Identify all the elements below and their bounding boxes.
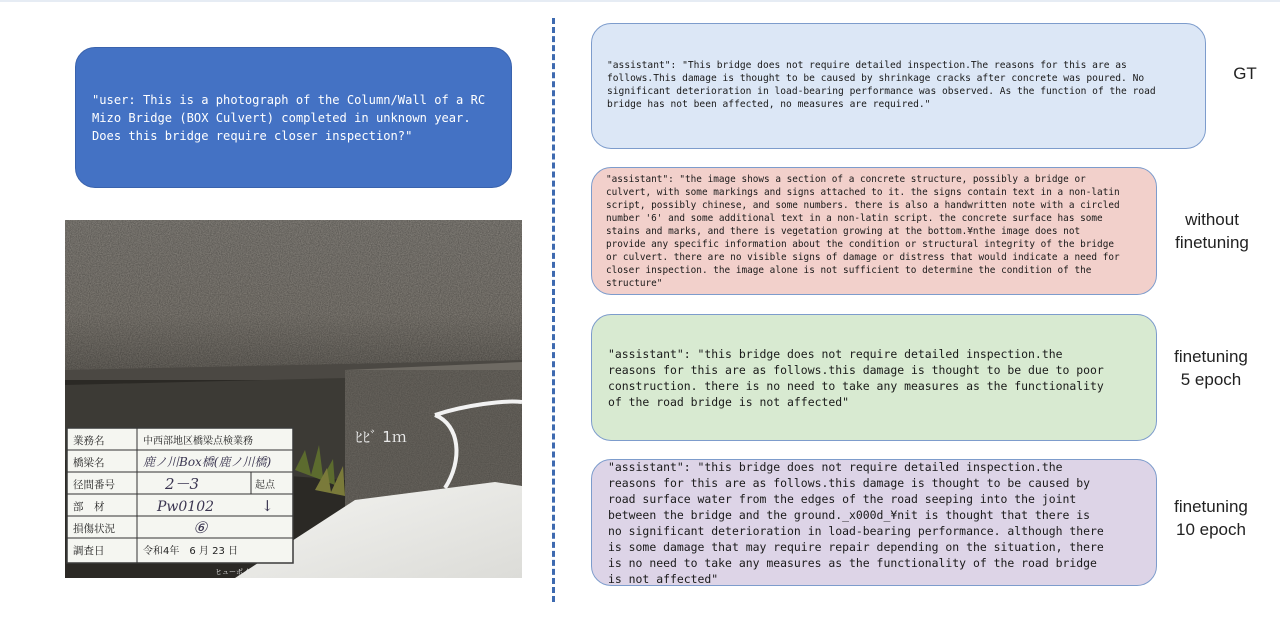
- response-box-gt: [591, 23, 1206, 149]
- response-text-without-finetuning: "assistant": "the image shows a section of a concrete structure, possibly a bridge or culvert, with some markings and signs attached to it. the signs contain text in a non-latin script, possibly chinese, and some numbers. there is also a handwritten note with a circled number '6' and some additional text in a non-latin script. the concrete surface has some stains and marks, and there is vegetation growing at the bottom.¥nthe image does not provide any specific information about the condition or structural integrity of the bridge or culvert. there are no visible signs of damage or distress that would indicate a need for closer inspection. the image alone is not sufficient to determine the condition of the structure": [606, 173, 1120, 289]
- sign-value-2: 2－3: [165, 475, 200, 493]
- label-epoch5: finetuning 5 epoch: [1174, 347, 1248, 389]
- sign-extra-2: 起点: [255, 480, 275, 491]
- sign-label-2: 径間番号: [73, 479, 115, 491]
- bridge-photo: [65, 220, 522, 578]
- inspection-signboard: [67, 428, 293, 576]
- label-epoch10: finetuning 10 epoch: [1174, 497, 1248, 539]
- sign-value-4: ⑥: [193, 518, 208, 537]
- sign-value-0: 中西部地区橋梁点検業務: [143, 436, 253, 447]
- wall-marking-text: ﾋﾋﾞ 1ｍ: [355, 428, 407, 446]
- response-box-epoch5: [591, 314, 1157, 441]
- sign-label-1: 橋梁名: [73, 457, 105, 469]
- sign-label-0: 業務名: [73, 435, 105, 447]
- signboard-footer: ヒューポイ: [215, 568, 250, 576]
- response-box-epoch10: [591, 459, 1157, 586]
- response-text-gt: "assistant": "This bridge does not require detailed inspection.The reasons for this are as follows.This damage is thought to be caused by shrinkage cracks after concrete was poured. No significant deterioration in load-bearing performance was observed. As the function of the road bridge has not been affected, no measures are required.": [607, 60, 1156, 110]
- user-prompt-box: [75, 47, 512, 188]
- top-rule: [0, 0, 1280, 2]
- response-box-without-finetuning: [591, 167, 1157, 295]
- response-text-epoch10: "assistant": "this bridge does not require detailed inspection.the reasons for this are as follows.this damage is thought to be caused by road surface water from the edges of the road seeping into the joint between the bridge and the ground._x000d_¥nit is thought that there is no significant deterioration in load-bearing performance. although there is some damage that may require repair depending on the situation, there is no need to take any measures as the functionality of the road bridge is not affected": [608, 459, 1104, 586]
- sign-label-3: 部 材: [73, 501, 105, 513]
- response-text-epoch5: "assistant": "this bridge does not require detailed inspection.the reasons for this are as follows.this damage is thought to be due to poor construction. there is no need to take any measures as the functionality of the road bridge is not affected": [608, 346, 1104, 409]
- sign-label-4: 損傷状況: [73, 523, 115, 535]
- sign-value-5: 令和4年 6 月 23 日: [143, 546, 238, 557]
- user-prompt-text: "user: This is a photograph of the Column/Wall of a RC Mizo Bridge (BOX Culvert) completed in unknown year. Does this bridge require closer inspection?": [92, 92, 486, 143]
- sign-value-3: Pw0102: [157, 499, 215, 515]
- sign-extra-3: ↓: [261, 497, 274, 515]
- label-gt: GT: [1233, 64, 1257, 83]
- dashed-divider: [552, 18, 555, 602]
- sign-label-5: 調査日: [73, 545, 105, 557]
- label-without-finetuning: without finetuning: [1175, 210, 1249, 252]
- sign-value-1: 鹿ノ川Box橋(鹿ノ川橋): [143, 455, 272, 469]
